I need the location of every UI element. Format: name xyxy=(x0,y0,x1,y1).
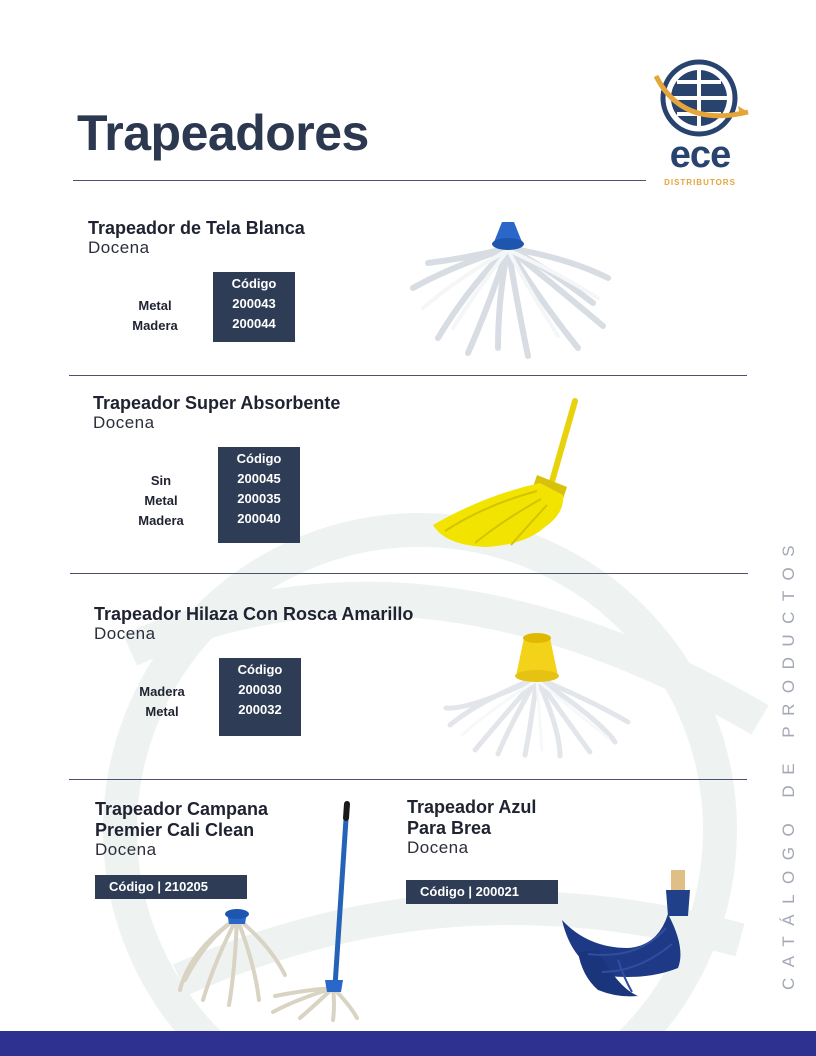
section-divider xyxy=(69,779,747,780)
page-title: Trapeadores xyxy=(77,105,369,161)
variant-labels xyxy=(126,471,196,531)
code-header: Código xyxy=(237,662,283,677)
code-table xyxy=(219,658,301,736)
product-name-line: Premier Cali Clean xyxy=(95,820,255,840)
ece-logo xyxy=(652,58,752,190)
product-code: 200045 xyxy=(237,471,281,486)
side-label: CATÁLOGO DE PRODUCTOS xyxy=(779,534,798,990)
code-table xyxy=(213,272,295,342)
variant-label: Madera xyxy=(132,318,178,333)
logo-tagline: DISTRIBUTORS xyxy=(664,178,736,187)
code-header: Código xyxy=(236,451,282,466)
product-name: Trapeador de Tela Blanca xyxy=(88,218,305,238)
product-unit: Docena xyxy=(95,840,157,859)
code-header: Código xyxy=(231,276,277,291)
product-code: 200043 xyxy=(232,296,276,311)
blue-tar-mop-image xyxy=(558,868,708,1003)
product-name-line: Para Brea xyxy=(407,818,492,838)
product-code: 200044 xyxy=(232,316,276,331)
variant-label: Metal xyxy=(145,704,179,719)
white-cloth-mop-image xyxy=(408,218,613,363)
product-name: Trapeador Super Absorbente xyxy=(93,393,341,413)
title-divider xyxy=(73,180,646,181)
variant-labels xyxy=(120,296,190,336)
product-code: 200030 xyxy=(238,682,282,697)
variant-label: Madera xyxy=(139,684,185,699)
yellow-absorbent-mop-image xyxy=(425,395,585,555)
code-table xyxy=(218,447,300,543)
product-code: 200032 xyxy=(238,702,282,717)
product-code: 200035 xyxy=(237,491,281,506)
variant-label: Madera xyxy=(138,513,184,528)
product-code: 200040 xyxy=(237,511,281,526)
yellow-thread-mop-image xyxy=(440,630,635,760)
code-badge: Código | 200021 xyxy=(406,880,558,904)
logo-wordmark: ece xyxy=(669,134,731,176)
product-name-line: Trapeador Azul xyxy=(407,797,537,817)
globe-icon xyxy=(652,58,752,138)
product-unit: Docena xyxy=(93,413,155,432)
section-divider xyxy=(70,573,748,574)
product-name: Trapeador Hilaza Con Rosca Amarillo xyxy=(94,604,414,624)
section-divider xyxy=(69,375,747,376)
product-name-line: Trapeador Campana xyxy=(95,799,269,819)
product-unit: Docena xyxy=(88,238,150,257)
product-unit: Docena xyxy=(407,838,469,857)
variant-label: Sin xyxy=(150,473,172,488)
product-unit: Docena xyxy=(94,624,156,643)
code-badge: Código | 210205 xyxy=(95,875,247,899)
variant-label: Metal xyxy=(144,493,178,508)
footer-bar xyxy=(0,1031,816,1056)
variant-labels xyxy=(127,682,197,722)
variant-label: Metal xyxy=(138,298,172,313)
product-name xyxy=(407,797,536,839)
campana-mop-image xyxy=(175,800,375,1025)
